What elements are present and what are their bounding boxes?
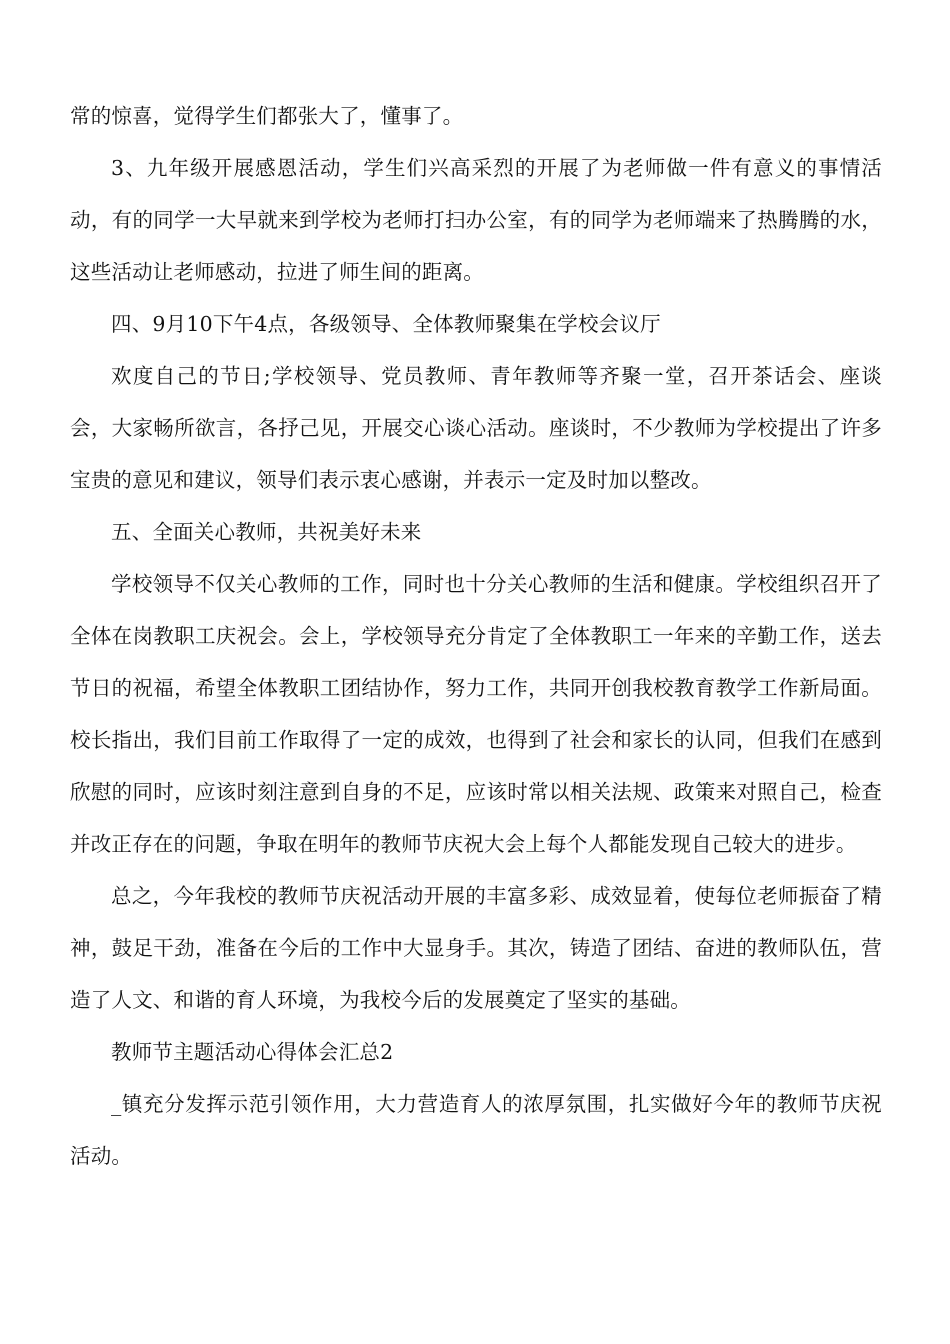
paragraph-celebration: 欢度自己的节日;学校领导、党员教师、青年教师等齐聚一堂，召开茶话会、座谈会，大家畅所欲言，各抒己见，开展交心谈心活动。座谈时，不少教师为学校提出了许多宝贵的意见和建议，领导们表示衷心感谢，并表示一定及时加以整改。 (70, 364, 882, 492)
section-title-2: 教师节主题活动心得体会汇总2 (111, 1040, 394, 1064)
paragraph-town: _镇充分发挥示范引领作用，大力营造育人的浓厚氛围，扎实做好今年的教师节庆祝活动。 (70, 1092, 882, 1168)
paragraph-item-3: 3、九年级开展感恩活动，学生们兴高采烈的开展了为老师做一件有意义的事情活动，有的同学一大早就来到学校为老师打扫办公室，有的同学为老师端来了热腾腾的水，这些活动让老师感动，拉进了师生间的距离。 (70, 156, 882, 284)
paragraph-care: 学校领导不仅关心教师的工作，同时也十分关心教师的生活和健康。学校组织召开了全体在岗教职工庆祝会。会上，学校领导充分肯定了全体教职工一年来的辛勤工作，送去节日的祝福，希望全体教职工团结协作，努力工作，共同开创我校教育教学工作新局面。校长指出，我们目前工作取得了一定的成效，也得到了社会和家长的认同，但我们在感到欣慰的同时，应该时刻注意到自身的不足，应该时常以相关法规、政策来对照自己，检查并改正存在的问题，争取在明年的教师节庆祝大会上每个人都能发现自己较大的进步。 (70, 572, 882, 856)
paragraph-summary: 总之，今年我校的教师节庆祝活动开展的丰富多彩、成效显着，使每位老师振奋了精神，鼓足干劲，准备在今后的工作中大显身手。其次，铸造了团结、奋进的教师队伍，营造了人文、和谐的育人环境，为我校今后的发展奠定了坚实的基础。 (70, 884, 882, 1012)
section-heading-5: 五、全面关心教师，共祝美好未来 (111, 520, 422, 544)
section-heading-4: 四、9月10下午4点，各级领导、全体教师聚集在学校会议厅 (111, 312, 661, 336)
document-body (70, 90, 882, 1182)
paragraph-continuation: 常的惊喜，觉得学生们都张大了，懂事了。 (70, 104, 464, 128)
